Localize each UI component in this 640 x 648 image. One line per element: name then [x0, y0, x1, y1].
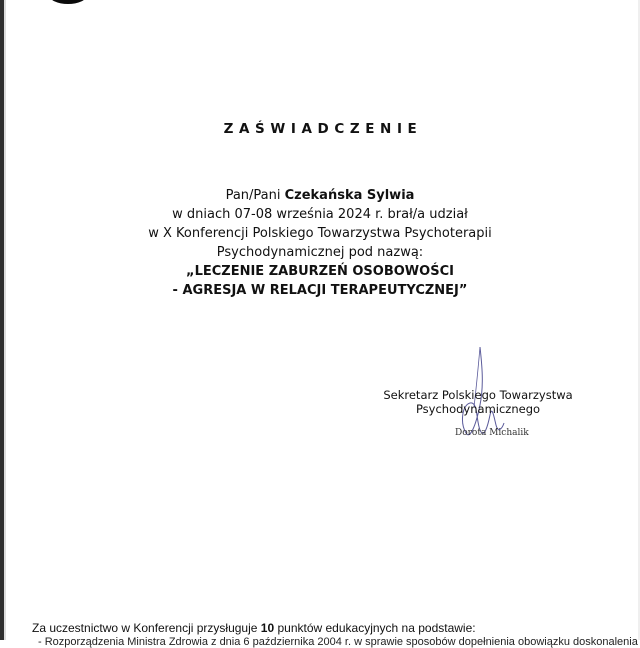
document-title: ZAŚWIADCZENIE: [223, 121, 423, 137]
body-line: w dniach 07-08 września 2024 r. brał/a udział: [172, 207, 468, 222]
topic-line: „LECZENIE ZABURZEŃ OSOBOWOŚCI: [186, 264, 454, 279]
footer-prefix: Za uczestnictwo w Konferencji przysługuje: [32, 621, 261, 635]
certificate-body: [0, 186, 640, 262]
topic-line: - AGRESJA W RELACJI TERAPEUTYCZNEJ”: [172, 283, 468, 298]
body-line: w X Konferencji Polskiego Towarzystwa Psychoterapii: [148, 226, 492, 241]
body-line: Psychodynamicznej pod nazwą:: [216, 245, 424, 260]
recipient-name: Czekańska Sylwia: [284, 188, 415, 203]
signatory-title: [378, 388, 578, 416]
signatory-title-line: Sekretarz Polskiego Towarzystwa: [383, 388, 573, 402]
logo-fragment: [49, 0, 87, 4]
signatory-title-line: Psychodynamicznego: [415, 402, 541, 416]
points-value: 10: [260, 621, 275, 635]
footer-suffix: punktów edukacyjnych na podstawie:: [274, 621, 476, 635]
footer-note: [32, 621, 476, 635]
footer-cut-line: - Rozporządzenia Ministra Zdrowia z dnia 6 października 2004 r. w sprawie sposobów dopełnienia obowiązku doskonalenia: [38, 636, 638, 648]
signatory-name: Dorota Michalik: [455, 428, 529, 438]
conference-topic: [0, 262, 640, 300]
recipient-line: [0, 186, 640, 205]
recipient-prefix: Pan/Pani: [225, 188, 285, 203]
left-edge-shadow: [4, 0, 6, 640]
